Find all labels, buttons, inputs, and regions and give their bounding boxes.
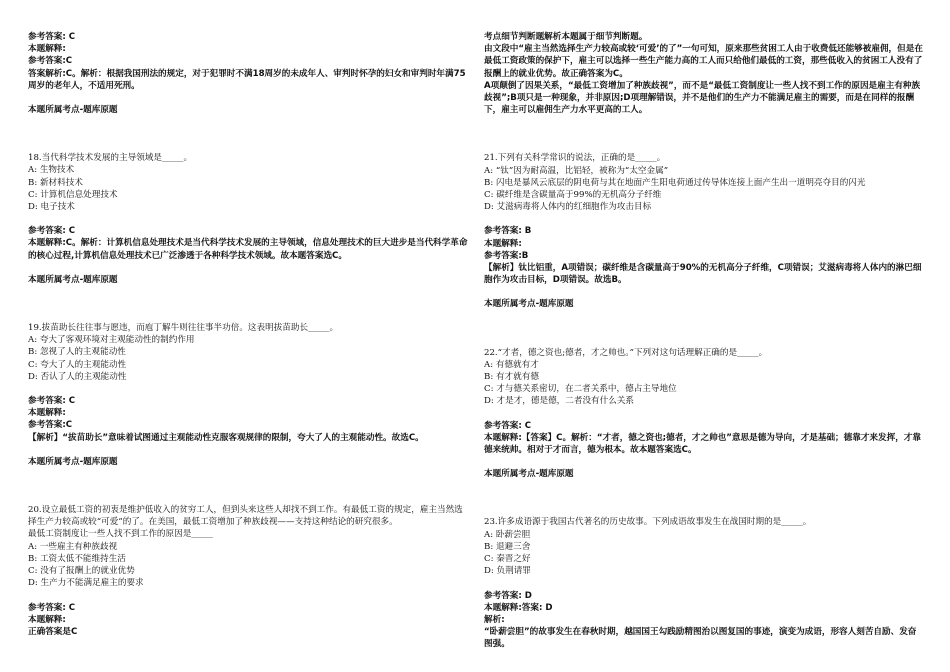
question-stem: 18.当代科学技术发展的主导领域是_____。 xyxy=(28,153,193,164)
question-20 xyxy=(28,504,468,638)
source-line: 本题所属考点-题库原题 xyxy=(484,469,574,480)
option-a: A: 一些雇主有种族歧视 xyxy=(28,541,118,552)
question-20-tail xyxy=(484,31,924,116)
question-23 xyxy=(484,516,924,650)
option-b: B: 工资太低不能维持生活 xyxy=(28,553,126,564)
option-c: C: 才与德关系密切，在二者关系中，德占主导地位 xyxy=(484,384,677,395)
question-19 xyxy=(28,322,468,468)
answer-line-2: 参考答案:B xyxy=(484,250,529,261)
option-d: D: 才是才，德是德，二者没有什么关系 xyxy=(484,396,635,407)
answer-line-2: 参考答案:C xyxy=(28,420,73,431)
explain-label: 本题解释: xyxy=(28,44,66,55)
option-b: B: 闪电是暴风云底层的阴电荷与其在地面产生阳电荷通过传导体连接上面产生出一道明亮夺目的闪光 xyxy=(484,177,866,188)
explanation: 答案解析:C。解析：根据我国刑法的规定，对于犯罪时不满18周岁的未成年人、审判时怀孕的妇女和审判时年满75周岁的老年人，不适用死刑。 xyxy=(28,68,466,91)
option-a: A: 卧薪尝胆 xyxy=(484,529,531,540)
answer-line: 参考答案: B xyxy=(484,226,532,237)
explanation: 【解析】钛比铝重，A项错误；碳纤维是含碳量高于90%的无机高分子纤维，C项错误；艾滋病毒将人体内的淋巴细胞作为攻击目标，D项错误。故选B。 xyxy=(484,263,922,286)
answer-line: 参考答案: C xyxy=(28,32,76,42)
question-stem: 21.下列有关科学常识的说法，正确的是_____。 xyxy=(484,153,666,164)
question-stem: 19.拔苗助长往往事与愿违，而庖丁解牛则往往事半功倍。这表明拔苗助长_____。 xyxy=(28,323,339,334)
option-a: A: 夸大了客观环境对主观能动性的制约作用 xyxy=(28,335,195,346)
explain-label: 本题解释: xyxy=(484,238,522,249)
option-d: D: 生产力不能满足雇主的要求 xyxy=(28,578,144,589)
explanation: 【解析】“拔苗助长”意味着试图通过主观能动性克服客观规律的限制，夸大了人的主观能动性。故选C。 xyxy=(28,432,424,443)
explain-label: 本题解释: xyxy=(28,614,66,625)
analysis-label: 解析: xyxy=(484,614,505,625)
option-c: C: 夸大了人的主观能动性 xyxy=(28,359,127,370)
option-b: B: 有才就有德 xyxy=(484,372,539,383)
analysis-intro: 考点细节判断题解析本题属于细节判断题。 xyxy=(484,32,648,42)
question-stem: 20.设立最低工资的初衷是维护低收入的贫穷工人，但到头来这些人却找不到工作。有最低工资的规定，雇主当然选择生产力较高或较“可爱”的了。在美国，最低工资增加了种族歧视——支持这种结论的研究很多。 xyxy=(28,505,463,528)
explanation: 正确答案是C xyxy=(28,626,78,637)
question-stem: 22.“才者，德之资也;德者，才之帅也。”下列对这句话理解正确的是_____。 xyxy=(484,347,768,358)
answer-line-2: 参考答案:C xyxy=(28,56,73,67)
option-b: B: 退避三舍 xyxy=(484,541,531,552)
explanation: 本题解释:C。解析：计算机信息处理技术是当代科学技术发展的主导领域，信息处理技术的巨大进步是当代科学革命的核心过程,计算机信息处理技术已广泛渗透于各种科学技术领域。故本题答案选C。 xyxy=(28,238,468,261)
answer-line: 参考答案: C xyxy=(484,420,532,431)
answer-line: 参考答案: C xyxy=(28,602,76,613)
question-17-tail xyxy=(28,31,468,116)
answer-line: 参考答案: D xyxy=(484,590,532,601)
question-stem: 23.许多成语源于我国古代著名的历史故事。下列成语故事发生在战国时期的是_____。 xyxy=(484,517,812,528)
option-d: D: 负荆请罪 xyxy=(484,566,531,577)
source-line: 本题所属考点-题库原题 xyxy=(28,105,118,116)
option-c: C: 碳纤维是含碳量高于99%的无机高分子纤维 xyxy=(484,190,662,201)
explanation: 本题解释:【答案】C。解析：“才者，德之资也;德者，才之帅也”意思是德为导向，才是基础；德靠才来发挥，才靠德来统帅。相对于才而言，德为根本。故本题答案选C。 xyxy=(484,432,921,456)
option-c: C: 没有了报酬上的就业优势 xyxy=(28,566,135,577)
source-line: 本题所属考点-题库原题 xyxy=(484,299,574,310)
analysis-body: 由文段中“雇主当然选择生产力较高或较‘可爱’的了”一句可知，原来那些贫困工人由于收费低还能够被雇佣，但是在最低工资政策的保护下，雇主可以选择一些生产能力高的工人而只给他们最低的工资，那些低收入的贫困工人没有了报酬上的就业优势。故正确答案为C。 xyxy=(484,44,923,79)
option-d: D: 电子技术 xyxy=(28,202,75,213)
left-column xyxy=(28,31,468,638)
option-a: A: 生物技术 xyxy=(28,165,75,176)
option-a: A: 有德就有才 xyxy=(484,359,539,370)
question-prompt: 最低工资制度让一些人找不到工作的原因是_____ xyxy=(28,529,213,540)
source-line: 本题所属考点-题库原题 xyxy=(28,274,118,285)
answer-line: 参考答案: C xyxy=(28,396,76,407)
option-b: B: 忽视了人的主观能动性 xyxy=(28,347,126,358)
option-d: D: 否认了人的主观能动性 xyxy=(28,371,127,382)
answer-line: 参考答案: C xyxy=(28,226,76,237)
explain-label: 本题解释: xyxy=(28,408,66,419)
analysis-body: “卧薪尝胆”的故事发生在春秋时期，越国国王勾践励精图治以图复国的事迹，演变为成语，形容人刻苦自励、发奋图强。 xyxy=(484,627,917,650)
source-line: 本题所属考点-题库原题 xyxy=(28,456,118,467)
option-c: C: 秦晋之好 xyxy=(484,554,531,565)
option-d: D: 艾滋病毒将人体内的红细胞作为攻击目标 xyxy=(484,202,652,213)
question-21 xyxy=(484,152,924,310)
option-a: A: “钛”因为耐高温，比铝轻，被称为“太空金属” xyxy=(484,165,669,176)
option-c: C: 计算机信息处理技术 xyxy=(28,189,118,200)
analysis-options: A项颠倒了因果关系，“最低工资增加了种族歧视”，而不是“最低工资制度让一些人找不到工作的原因是雇主有种族歧视”;B项只是一种现象，并非原因;D项理解错误，并不是他们的生产力不能满足雇主的需要，而是在同样的报酬下，雇主可以雇佣生产力水平更高的工人。 xyxy=(484,80,921,116)
option-b: B: 新材料技术 xyxy=(28,177,83,188)
question-18 xyxy=(28,152,468,286)
explanation: 本题解释:答案: D xyxy=(484,602,553,613)
right-column xyxy=(484,31,924,651)
question-22 xyxy=(484,347,924,481)
